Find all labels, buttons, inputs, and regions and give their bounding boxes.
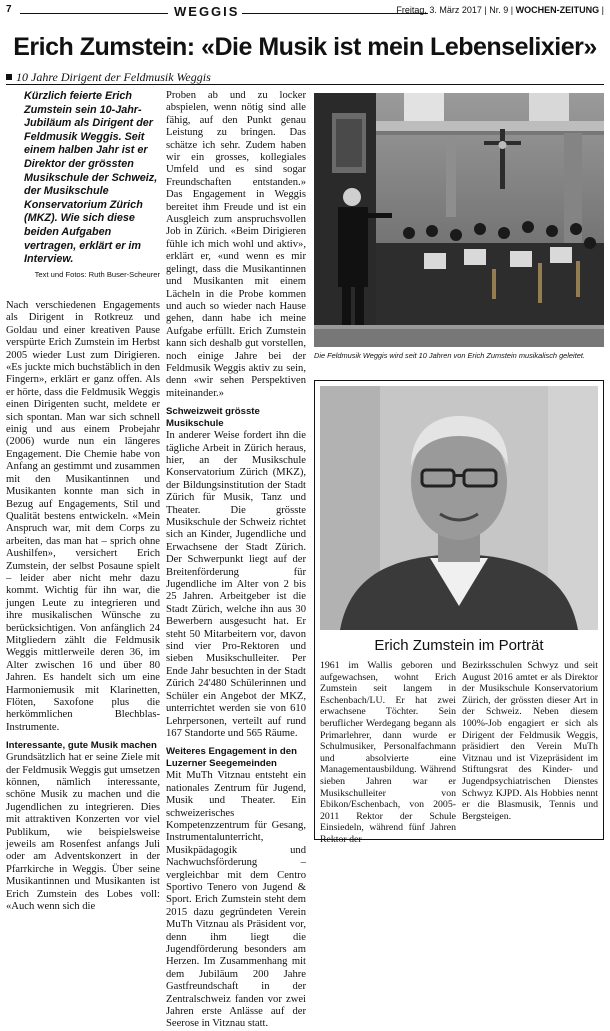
article-lead: Kürzlich feierte Erich Zumstein sein 10-Jahr-Jubiläum als Dirigent der Feldmusik Weggis. Seit einem halben Jahr ist er Direktor der grössten Musikschule der Schweiz, der Musikschule Konservatorium Zürich (MKZ). Wie sich diese beiden Aufgaben vertragen, erklärt er im Interview. <box>24 90 158 266</box>
col2-subheading-2: Weiteres Engagement in den Luzerner Seegemeinden <box>166 746 297 770</box>
portrait-photo <box>320 386 598 630</box>
portrait-illustration <box>320 386 598 630</box>
bullet-square-icon <box>6 74 12 80</box>
subtitle-rule <box>6 84 604 85</box>
band-photo-caption: Die Feldmusik Weggis wird seit 10 Jahren von Erich Zumstein musikalisch geleitet. <box>314 351 585 360</box>
header-end-bar: | <box>601 5 604 15</box>
col2-paragraph-2: In anderer Weise fordert ihn die tägliche Arbeit in Zürich heraus, hier, an der Musikschule Konservatorium Zürich (MKZ), der Bildungsinstitution der Stadt Zürich für Musik, Tanz und Theater. Die grösste Musikschule der Schweiz richtet sich an Kinder, Jugendliche und Erwachsene der Stadt Zürich. Der Schwerpunkt liegt auf der Breitenförderung für Jugendliche im Alter von 2 bis 25 Jahren. Arbeitgeber ist die Stadt Zürich, welche ihn aus 30 Bewerbern ausgesucht hat. Er steht 50 Mitarbeitern vor, davon sind vier Pro-Rektoren und sieben Musikschulleiter. Per Ende Jahr besuchten in der Stadt Zürich 24'480 Schülerinnen und Schüler ein Angebot der MKZ, unterrichtet werden sie von 610 Lehrpersonen, verteilt auf rund 167 Standorte und 565 Räume. <box>166 430 306 739</box>
portrait-column-2: Bezirksschulen Schwyz und seit August 2016 amtet er als Direktor der Musikschule Konservatorium Zürich, der grössten dieser Art in der Schweiz. Neben diesem 100%-Job engagiert er sich als Dirigent der Feldmusik Weggis, präsidiert den Verein MuTh Vitznau und ist Vizepräsident im Stiftungsrat des Kinder- und Jugendpsychiatrischen Dienstes Schwyz KJPD. Als Hobbies nennt er die Blasmusik, Tennis und Bergsteigen. <box>462 660 598 822</box>
portrait-heading: Erich Zumstein im Porträt <box>374 637 544 654</box>
paper-name: WOCHEN-ZEITUNG <box>515 5 600 15</box>
col2-subheading-1: Schweizweit grösste Musikschule <box>166 406 260 430</box>
photo-credit: Text und Fotos: Ruth Buser-Scheurer <box>34 270 160 279</box>
col1-subheading: Interessante, gute Musik machen <box>6 740 157 752</box>
subtitle-text: 10 Jahre Dirigent der Feldmusik Weggis <box>16 70 211 84</box>
portrait-column-1: 1961 im Wallis geboren und aufgewachsen, wohnt Erich Zumstein seit langem in Eschenbach/LU. Er hat zwei erwachsene Töchter. Sein beruflicher Werdegang begann als Primarlehrer, dann wurde er Schulmusiker, Personalfachmann und absolvierte eine Managementausbildung. Während sieben Jahren war er Musikschulleiter von Ebikon/Eschenbach, von 2005-2011 Rektor der Schule Einsiedeln, während fünf Jahren Rektor der <box>320 660 456 845</box>
article-title: Erich Zumstein: «Die Musik ist mein Lebenselixier» <box>13 33 597 61</box>
col1-paragraph-2: Grundsätzlich hat er seine Ziele mit der Feldmusik Weggis gut umsetzen können, nämlich interessante, schöne Musik zu machen und die Jugendlichen zu integrieren. Dies mit attraktiven Konzerten vor viel Publikum, wie beispielsweise jeweils am Rosenfest anfangs Juli oder am Adventskonzert in der Pfarrkirche in Weggis. Über seine Musikantinnen und Musikanten ist Erich Zumstein des Lobes voll: «Auch wenn sich die <box>6 752 160 913</box>
band-photo-illustration <box>314 93 604 347</box>
article-subtitle <box>6 70 211 85</box>
issue-meta <box>396 5 604 15</box>
header-rule-left <box>20 13 168 14</box>
col2-paragraph-1: Proben ab und zu locker abspielen, wenn nötig sind alle fähig, auf den Punkt genau Leistung zu bringen. Das schätze ich sehr. Zudem haben wir ein grosses, kollegiales Umfeld und es sind sogar Freundschaften entstanden.» Das Engagement in Weggis bereitet ihm Freude und ist ein Ausgleich zum anspruchsvollen Job in Zürich. «Beim Dirigieren fühle ich mich wohl und aktiv», erklärt er, «und wenn es mir gelingt, dass die Musikantinnen und Musikanten mit einem Lächeln in die Probe kommen und auch so wieder nach Hause gehen, dann habe ich meine Aufgabe erfüllt. Erich Zumstein kann sich deshalb gut vorstellen, noch einige Jahre bei der Feldmusik Weggis aktiv zu sein, denn «wir sehen Perspektiven miteinander.» <box>166 90 306 399</box>
column-1 <box>6 300 160 914</box>
section-name: WEGGIS <box>174 4 240 19</box>
col1-paragraph-1: Nach verschiedenen Engagements als Dirigent in Rotkreuz und Goldau und einer kreativen Pause verspürte Erich Zumstein im Herbst 2005 wieder Lust zum Dirigieren. «Es juckte mich buchstäblich in den Fingern», erklärt er ganz offen. Als er hörte, dass die Feldmusik Weggis einen Dirigenten sucht, meldete er sich spontan. Man war sich schnell einig und aus einem Probejahr (2006) wurde nun ein längeres Engagement. Die Chemie habe von Anfang an gestimmt und zusammen mit den Musikantinnen und Musikanten konnte man sich in Bezug auf Engagements, Stil und Qualität bestens entwickeln. «Mein Anspruch war, mit dem Corps zu arbeiten, das man hat – sprich ohne Aushilfen», versichert Erich Zumstein, der selbst Posaune spielt – leider aber nicht mehr dazu kommt. Wichtig für ihn war, die jungen Leute zu integrieren und ihre musikalischen Wünsche zu berücksichtigen. Von anfänglich 24 Mitgliedern zählt die Feldmusik Weggis mittlerweile deren 36, im Alter zwischen 16 und über 80 Jahren. Es handelt sich um eine Harmoniemusik mit Klarinetten, Flöten, Saxofone plus die herkömmlichen Blechblas-Instrumente. <box>6 300 160 733</box>
col2-paragraph-3: Mit MuTh Vitznau entsteht ein nationales Zentrum für Jugend, Musik und Theater. Ein schweizerisches Kompetenzzentrum für Gesang, Instrumentalunterricht, Musikpädagogik und Nachwuchsförderung – vergleichbar mit dem Centro Sportivo Tenero von Jugend & Sport. Erich Zumstein steht dem 2015 dazu gegründeten Verein MuTh Vitznau als Präsident vor, denn ihm liegt die Jugendförderung besonders am Herzen. Im Zusammenhang mit dem Jubiläum 200 Jahre Gastfreundschaft in der Zentralschweiz fanden vor zwei Jahren erste Anlässe auf der Seerose in Vitznau statt. <box>166 770 306 1030</box>
page-number: 7 <box>6 4 12 15</box>
page-header <box>6 4 604 20</box>
date-issue: Freitag, 3. März 2017 | Nr. 9 | <box>396 5 514 15</box>
band-photo <box>314 93 604 347</box>
column-2 <box>166 90 306 1031</box>
